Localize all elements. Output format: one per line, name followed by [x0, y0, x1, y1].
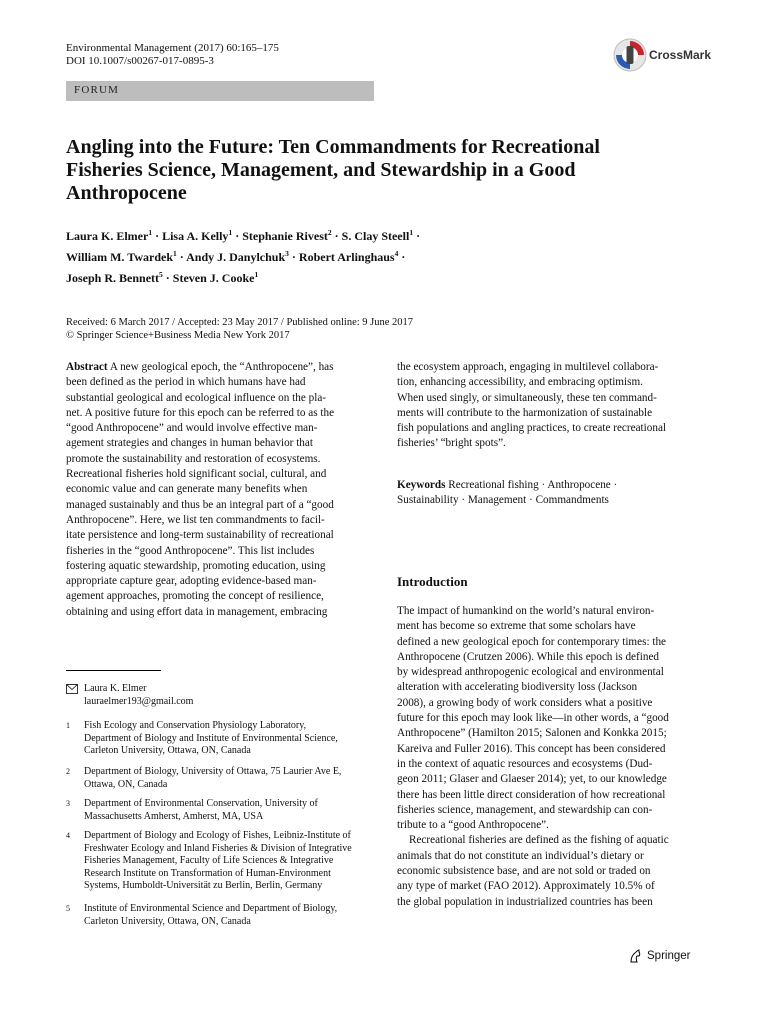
abstract-line: Recreational fisheries hold significant social, cultural, and: [66, 468, 327, 481]
affiliation-line: Fisheries Management, Faculty of Life Sciences & Integrative: [84, 855, 334, 866]
body-line: Anthropocene” (Hamilton 2015; Salonen and Konkka 2015;: [397, 727, 667, 740]
body-line: there has been little direct consideration of how recreational: [397, 788, 666, 801]
publication-dates: [66, 316, 626, 342]
author-name[interactable]: Laura K. Elmer: [66, 229, 149, 243]
author-name[interactable]: Lisa A. Kelly: [162, 229, 229, 243]
abstract-line: agement strategies and changes in human behavior that: [66, 437, 313, 450]
introduction-heading: Introduction: [397, 574, 468, 589]
author-name[interactable]: Joseph R. Bennett: [66, 271, 160, 285]
springer-horse-icon: [627, 948, 643, 964]
abstract-line: substantial geological and ecological influence on the pla-: [66, 391, 327, 404]
keywords-label: Keywords: [397, 479, 446, 491]
correspondence: [66, 682, 193, 708]
abstract-line: fisheries’ “bright spots”.: [397, 437, 506, 450]
section-label: FORUM: [74, 84, 120, 96]
abstract-line: fisheries in the “good Anthropocene”. This list includes: [66, 544, 315, 557]
body-line: by widespread anthropogenic ecological and environmental: [397, 666, 664, 679]
publisher-name: Springer: [647, 950, 691, 962]
author-name[interactable]: S. Clay Steell: [341, 229, 410, 243]
springer-logo: [627, 948, 690, 964]
abstract-line: fostering aquatic stewardship, promoting education, using: [66, 559, 326, 572]
affiliation-line: Department of Environmental Conservation, University of: [84, 798, 318, 809]
author-affiliation: 2: [327, 228, 332, 237]
keywords-line: Sustainability · Management · Commandments: [397, 494, 609, 507]
abstract-line: been defined as the period in which humans have had: [66, 376, 306, 389]
body-line: The impact of humankind on the world’s natural environ-: [397, 605, 655, 617]
affiliation-number: 5: [66, 904, 70, 913]
section-band: [66, 81, 374, 101]
keywords-line: Recreational fishing · Anthropocene ·: [448, 479, 618, 491]
envelope-icon: [66, 684, 78, 694]
body-line: ment has become so extreme that some scholars have: [397, 620, 636, 633]
author-affiliation: 1: [173, 249, 177, 258]
affiliation-line: Department of Biology and Ecology of Fishes, Leibniz-Institute of: [84, 830, 351, 841]
abstract-right: [397, 360, 707, 452]
abstract-line: the ecosystem approach, engaging in multilevel collabora-: [397, 361, 659, 373]
author-list: Laura K. Elmer$^1$ · Lisa A. Kelly$^1$ · Stephanie Rivest$^2$ · S. Clay Steell$^1$ · William M. Twardek$^1$ · Andy J. Danylchuk$^3$ · Robert Arlinghaus$^4$ · Joseph R. Bennett$^5$ · Steven J. Cooke$^1$: [66, 228, 421, 285]
body-line: Anthropocene (Crutzen 2006). While this epoch is defined: [397, 650, 660, 663]
corresponding-email[interactable]: lauraelmer193@gmail.com: [84, 696, 194, 707]
author-affiliation: 3: [285, 249, 289, 258]
abstract-line: ments will contribute to the harmonization of sustainable: [397, 406, 653, 419]
body-line: geon 2011; Glaser and Glaeser 2014); yet, to our knowledge: [397, 773, 667, 786]
doi[interactable]: DOI 10.1007/s00267-017-0895-3: [66, 55, 214, 67]
body-line: Recreational fisheries are defined as the fishing of aquatic: [409, 834, 669, 847]
abstract-line: tion, enhancing accessibility, and embracing optimism.: [397, 376, 643, 389]
affiliation-item: [84, 720, 376, 758]
affiliation-item: [84, 798, 376, 823]
article-title: Angling into the Future: Ten Commandments for Recreational Fisheries Science, Management, and Stewardship in a Good Anthropocene: [66, 136, 600, 204]
footnote-rule: [66, 670, 161, 671]
abstract-line: managed sustainably and thus be an integral part of a “good: [66, 498, 334, 511]
keywords: [397, 478, 707, 509]
abstract-line: itate persistence and long-term sustainability of recreational: [66, 529, 334, 542]
body-line: the global population in industrialized countries has been: [397, 895, 653, 908]
affiliation-line: Institute of Environmental Science and Department of Biology,: [84, 903, 338, 914]
abstract-line: net. A positive future for this epoch can be referred to as the: [66, 406, 335, 419]
abstract-line: agement approaches, promoting the concept of resilience,: [66, 590, 324, 603]
body-line: fisheries science, management, and stewardship can con-: [397, 803, 653, 816]
abstract-line: appropriate capture gear, adopting evidence-based man-: [66, 575, 317, 588]
corresponding-author: Laura K. Elmer: [84, 683, 147, 694]
body-line: alteration with accelerating biodiversity loss (Jackson: [397, 681, 638, 694]
affiliation-line: Research Institute on Transformation of Human-Environment: [84, 867, 331, 879]
affiliation-item: [84, 903, 376, 928]
author-name[interactable]: William M. Twardek: [66, 250, 174, 264]
affiliation-item: [84, 830, 376, 893]
body-line: animals that do not constitute an individual’s dietary or: [397, 849, 644, 862]
body-line: economic subsistence base, and are not sold or traded on: [397, 865, 651, 878]
author-affiliation: 4: [394, 249, 399, 258]
affiliation-line: Fish Ecology and Conservation Physiology Laboratory,: [84, 720, 307, 731]
author-name[interactable]: Steven J. Cooke: [172, 271, 255, 285]
affiliation-line: Department of Biology and Institute of Environmental Science,: [84, 732, 338, 744]
author-affiliation: 1: [409, 228, 414, 237]
journal-meta: [66, 42, 279, 68]
author-affiliation: 1: [254, 270, 259, 279]
abstract-label: Abstract: [66, 361, 108, 373]
abstract-line: When used singly, or simultaneously, these ten command-: [397, 391, 657, 404]
body-line: any type of market (FAO 2012). Approximately 10.5% of: [397, 880, 655, 893]
author-name[interactable]: Stephanie Rivest: [242, 229, 328, 243]
introduction-body: [397, 604, 707, 910]
crossmark-label: CrossMark: [649, 48, 712, 62]
body-line: future for this epoch may look like—in other words, a “good: [397, 712, 669, 725]
affiliation-item: [84, 766, 376, 791]
abstract-line: obtaining and using effort data in management, embracing: [66, 605, 328, 618]
author-affiliation: 1: [148, 228, 153, 237]
abstract-left: [66, 360, 376, 620]
affiliation-number: 4: [66, 831, 70, 840]
affiliation-line: Department of Biology, University of Ottawa, 75 Laurier Ave E,: [84, 766, 342, 777]
body-line: defined a new geological epoch for contemporary times: the: [397, 635, 667, 648]
affiliation-line: Carleton University, Ottawa, ON, Canada: [84, 915, 251, 927]
author-affiliation: 5: [159, 270, 163, 279]
abstract-line: promote the sustainability and restoration of ecosystems.: [66, 452, 321, 465]
abstract-line: Anthropocene”. Here, we list ten commandments to facil-: [66, 513, 325, 526]
crossmark-badge[interactable]: [613, 37, 713, 73]
body-line: Kareiva and Fuller 2016). This concept has been considered: [397, 742, 666, 755]
body-line: in the context of aquatic resources and ecosystems (Dud-: [397, 757, 653, 770]
history-dates: Received: 6 March 2017 / Accepted: 23 May 2017 / Published online: 9 June 2017: [66, 317, 414, 328]
affiliation-number: 2: [66, 767, 70, 776]
copyright: © Springer Science+Business Media New York 2017: [66, 330, 290, 341]
journal-citation: Environmental Management (2017) 60:165–175: [66, 42, 279, 54]
body-line: 2008), a growing body of work considers what a positive: [397, 696, 653, 709]
affiliation-line: Freshwater Ecology and Inland Fisheries & Division of Integrative: [84, 842, 352, 854]
abstract-line: “good Anthropocene” and would involve effective man-: [66, 422, 318, 435]
author-name[interactable]: Robert Arlinghaus: [298, 250, 395, 264]
affiliation-line: Systems, Humboldt-Universität zu Berlin, Berlin, Germany: [84, 880, 323, 891]
crossmark-icon: [613, 38, 647, 72]
body-line: tribute to a “good Anthropocene”.: [397, 819, 549, 832]
affiliation-number: 3: [66, 799, 70, 808]
affiliation-line: Carleton University, Ottawa, ON, Canada: [84, 745, 251, 756]
affiliation-number: 1: [66, 721, 70, 730]
abstract-line: fish populations and angling practices, to create recreational: [397, 422, 667, 435]
affiliation-line: Ottawa, ON, Canada: [84, 778, 168, 790]
author-name[interactable]: Andy J. Danylchuk: [186, 250, 286, 264]
affiliation-line: Massachusetts Amherst, Amherst, MA, USA: [84, 810, 264, 822]
abstract-line: economic value and can generate many benefits when: [66, 483, 308, 496]
abstract-line: A new geological epoch, the “Anthropocene”, has: [109, 361, 334, 373]
author-affiliation: 1: [228, 228, 233, 237]
